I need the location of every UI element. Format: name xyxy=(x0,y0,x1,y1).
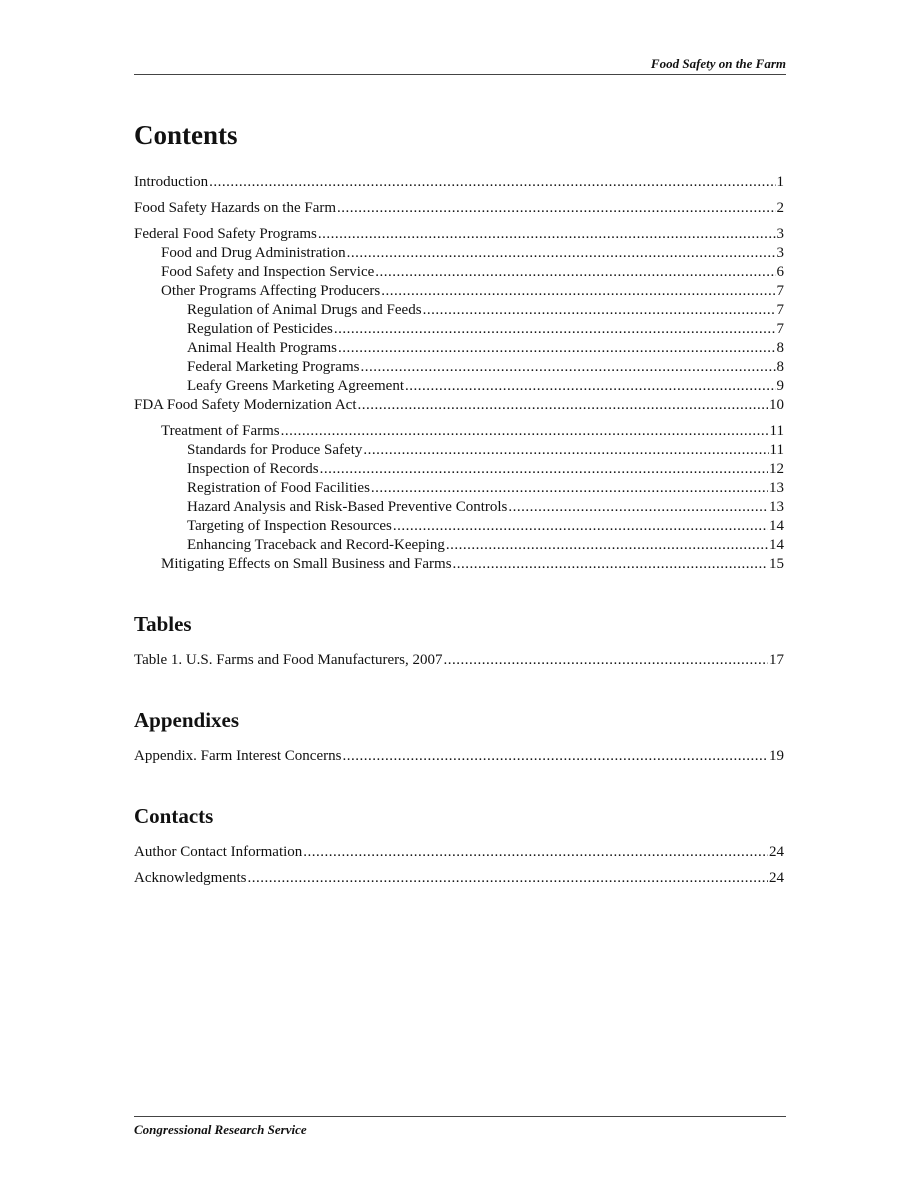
dot-leader xyxy=(443,651,768,670)
toc-entry-page: 24 xyxy=(769,870,784,886)
toc-entry-label: Targeting of Inspection Resources xyxy=(187,518,392,534)
running-title: Food Safety on the Farm xyxy=(650,56,786,71)
toc-entry-label: Enhancing Traceback and Record-Keeping xyxy=(187,537,445,553)
toc-entry[interactable] xyxy=(134,651,784,670)
toc-entry-page: 11 xyxy=(769,423,784,439)
dot-leader xyxy=(347,244,776,263)
toc-entry[interactable] xyxy=(134,244,784,263)
toc-entry-page: 2 xyxy=(776,200,784,216)
toc-entry-page: 1 xyxy=(776,174,784,190)
dot-leader xyxy=(446,536,768,555)
toc-entry-page: 24 xyxy=(769,844,784,860)
toc-entry-label: Other Programs Affecting Producers xyxy=(161,283,381,299)
dot-leader xyxy=(508,498,768,517)
toc-entry-label: Introduction xyxy=(134,174,209,190)
toc-entry-page: 3 xyxy=(776,226,784,242)
toc-entry-label: Appendix. Farm Interest Concerns xyxy=(134,748,342,764)
toc-entry-page: 7 xyxy=(776,321,784,337)
toc-entry[interactable] xyxy=(134,396,784,415)
toc-entry-label: Food Safety and Inspection Service xyxy=(161,264,375,280)
toc-entry-page: 8 xyxy=(776,340,784,356)
toc-entry-label: Regulation of Animal Drugs and Feeds xyxy=(187,302,422,318)
dot-leader xyxy=(334,320,776,339)
toc-entry-label: Leafy Greens Marketing Agreement xyxy=(187,378,404,394)
toc-entry[interactable] xyxy=(134,555,784,574)
table-of-contents xyxy=(134,120,784,888)
dot-leader xyxy=(303,843,768,862)
dot-leader xyxy=(381,282,775,301)
toc-entry[interactable] xyxy=(134,747,784,766)
toc-entry-label: Registration of Food Facilities xyxy=(187,480,370,496)
toc-entry[interactable] xyxy=(134,422,784,441)
dot-leader xyxy=(453,555,768,574)
toc-entry-page: 17 xyxy=(769,652,784,668)
running-footer xyxy=(134,1116,786,1138)
dot-leader xyxy=(281,422,769,441)
toc-entry[interactable] xyxy=(134,377,784,396)
toc-entry[interactable] xyxy=(134,301,784,320)
toc-entry-label: Mitigating Effects on Small Business and Farms xyxy=(161,556,452,572)
dot-leader xyxy=(371,479,768,498)
toc-entry-page: 12 xyxy=(769,461,784,477)
publisher-name: Congressional Research Service xyxy=(134,1122,307,1137)
toc-entry-label: Table 1. U.S. Farms and Food Manufacturers, 2007 xyxy=(134,652,443,668)
contacts-heading: Contacts xyxy=(134,804,214,828)
toc-entry-label: Treatment of Farms xyxy=(161,423,280,439)
toc-entry-label: Food and Drug Administration xyxy=(161,245,346,261)
contacts-section xyxy=(134,804,784,888)
toc-entry-label: Federal Marketing Programs xyxy=(187,359,360,375)
toc-entry-page: 14 xyxy=(769,518,784,534)
toc-entry[interactable] xyxy=(134,282,784,301)
dot-leader xyxy=(247,869,768,888)
toc-entry-page: 7 xyxy=(776,302,784,318)
toc-entry-label: Federal Food Safety Programs xyxy=(134,226,317,242)
toc-entry[interactable] xyxy=(134,498,784,517)
toc-entry-page: 6 xyxy=(776,264,784,280)
dot-leader xyxy=(393,517,768,536)
toc-entry[interactable] xyxy=(134,225,784,244)
toc-entry-label: FDA Food Safety Modernization Act xyxy=(134,397,357,413)
toc-entry-label: Animal Health Programs xyxy=(187,340,337,356)
toc-entry-page: 15 xyxy=(769,556,784,572)
dot-leader xyxy=(337,199,775,218)
toc-entry[interactable] xyxy=(134,460,784,479)
toc-entry[interactable] xyxy=(134,339,784,358)
toc-entry-label: Food Safety Hazards on the Farm xyxy=(134,200,337,216)
toc-entry[interactable] xyxy=(134,358,784,377)
appendixes-heading: Appendixes xyxy=(134,708,240,732)
toc-entry-label: Regulation of Pesticides xyxy=(187,321,333,337)
toc-entry-page: 13 xyxy=(769,480,784,496)
toc-entry[interactable] xyxy=(134,320,784,339)
toc-entry-label: Hazard Analysis and Risk-Based Preventive Controls xyxy=(187,499,508,515)
toc-entry-label: Acknowledgments xyxy=(134,870,247,886)
toc-entry[interactable] xyxy=(134,199,784,218)
contents-heading: Contents xyxy=(134,120,238,150)
toc-entry-page: 3 xyxy=(776,245,784,261)
toc-entry[interactable] xyxy=(134,843,784,862)
tables-section xyxy=(134,612,784,670)
toc-entry-page: 13 xyxy=(769,499,784,515)
toc-entry-label: Author Contact Information xyxy=(134,844,303,860)
toc-entry-page: 19 xyxy=(769,748,784,764)
toc-entry-page: 9 xyxy=(776,378,784,394)
dot-leader xyxy=(363,441,768,460)
dot-leader xyxy=(375,263,775,282)
toc-entry[interactable] xyxy=(134,263,784,282)
toc-entry-page: 14 xyxy=(769,537,784,553)
toc-entry[interactable] xyxy=(134,479,784,498)
dot-leader xyxy=(318,225,776,244)
dot-leader xyxy=(423,301,776,320)
toc-entry-page: 10 xyxy=(769,397,784,413)
appendixes-section xyxy=(134,708,784,766)
tables-heading: Tables xyxy=(134,612,192,636)
toc-entry-page: 8 xyxy=(776,359,784,375)
toc-entry[interactable] xyxy=(134,869,784,888)
toc-entry-label: Inspection of Records xyxy=(187,461,319,477)
dot-leader xyxy=(320,460,768,479)
dot-leader xyxy=(360,358,775,377)
dot-leader xyxy=(338,339,776,358)
toc-entry-page: 11 xyxy=(769,442,784,458)
toc-entry[interactable] xyxy=(134,441,784,460)
dot-leader xyxy=(342,747,768,766)
toc-entry[interactable] xyxy=(134,173,784,192)
dot-leader xyxy=(357,396,768,415)
dot-leader xyxy=(405,377,776,396)
toc-entry-label: Standards for Produce Safety xyxy=(187,442,363,458)
toc-entry[interactable] xyxy=(134,536,784,555)
toc-entry-page: 7 xyxy=(776,283,784,299)
dot-leader xyxy=(209,173,775,192)
toc-entry[interactable] xyxy=(134,517,784,536)
running-header xyxy=(134,56,786,75)
